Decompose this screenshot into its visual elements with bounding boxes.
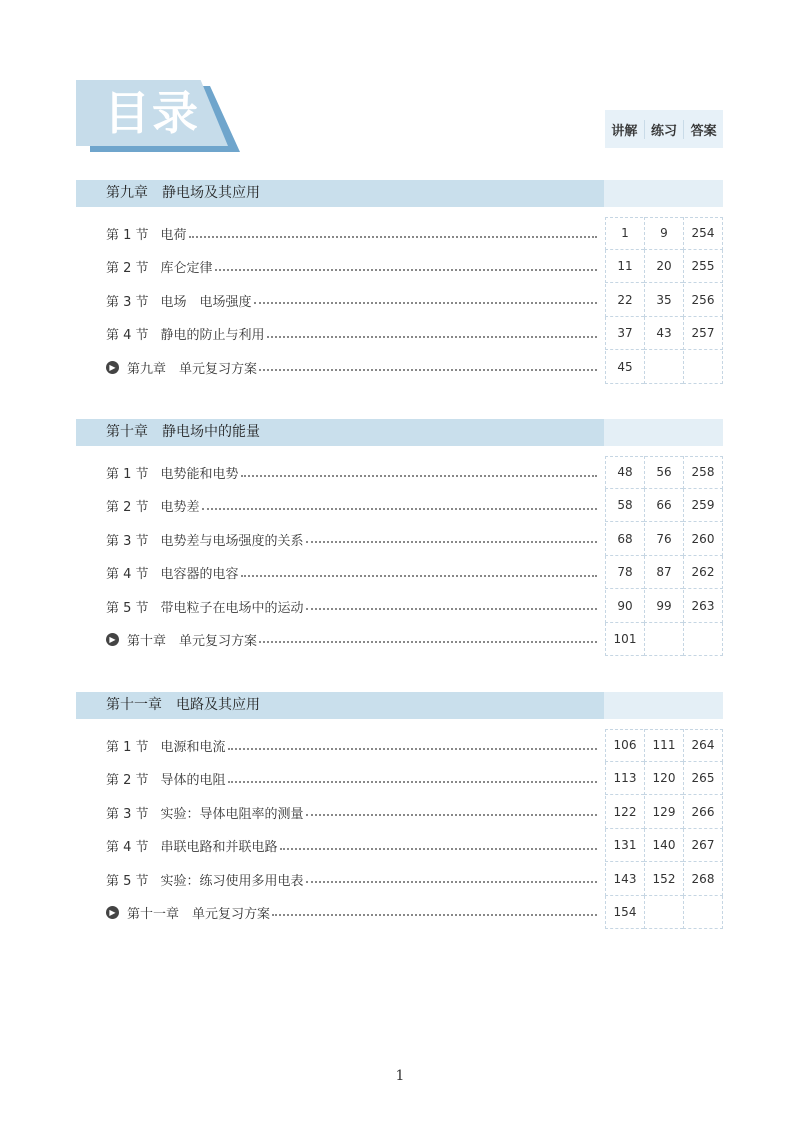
page-answer xyxy=(683,351,723,384)
section-number: 第 1 节 xyxy=(106,228,149,243)
toc-entry[interactable] xyxy=(76,317,723,350)
page-explain: 45 xyxy=(605,351,644,384)
page-practice: 99 xyxy=(644,590,683,623)
page-answer: 256 xyxy=(683,284,723,317)
toc-review-entry[interactable] xyxy=(76,351,723,384)
page-practice xyxy=(644,623,683,656)
leader-dots xyxy=(241,575,597,577)
page-explain: 11 xyxy=(605,250,644,283)
page-practice: 87 xyxy=(644,556,683,589)
leader-dots xyxy=(272,914,597,916)
leader-dots xyxy=(259,369,597,371)
section-name: 静电的防止与利用 xyxy=(160,328,265,344)
toc-entry[interactable] xyxy=(76,217,723,250)
page-practice: 111 xyxy=(644,729,683,762)
page-answer: 265 xyxy=(683,762,723,795)
section-name: 串联电路和并联电路 xyxy=(160,840,278,856)
section-number: 第 3 节 xyxy=(106,294,149,310)
section-number: 第 1 节 xyxy=(106,467,149,482)
page-practice: 66 xyxy=(644,489,683,522)
chapter-entries xyxy=(76,217,723,384)
play-circle-icon: ▶ xyxy=(106,361,119,374)
section-number: 第 2 节 xyxy=(106,773,149,789)
section-name: 电容器的电容 xyxy=(160,567,239,583)
chapter-bar xyxy=(76,180,723,207)
toc-title-banner xyxy=(76,80,256,152)
chapter-9 xyxy=(76,180,723,377)
page-practice: 152 xyxy=(644,863,683,896)
section-number: 第 3 节 xyxy=(106,806,149,822)
chapter-entries xyxy=(76,456,723,656)
page-answer: 259 xyxy=(683,489,723,522)
section-number: 第 2 节 xyxy=(106,261,149,277)
page-answer: 263 xyxy=(683,590,723,623)
page-explain: 22 xyxy=(605,284,644,317)
leader-dots xyxy=(228,781,597,783)
column-header-explain: 讲解 xyxy=(611,123,638,139)
toc-entry[interactable] xyxy=(76,863,723,896)
section-number: 第 4 节 xyxy=(106,567,149,583)
section-name: 电场 电场强度 xyxy=(160,294,252,310)
page-answer xyxy=(683,623,723,656)
toc-review-entry[interactable] xyxy=(76,623,723,656)
chapter-title: 第十一章 电路及其应用 xyxy=(106,697,260,713)
section-number: 第 4 节 xyxy=(106,840,149,856)
page-explain: 122 xyxy=(605,796,644,829)
toc-entry[interactable] xyxy=(76,489,723,522)
leader-dots xyxy=(228,748,597,750)
page-explain: 1 xyxy=(605,217,644,250)
chapter-entries xyxy=(76,729,723,929)
page-practice: 140 xyxy=(644,829,683,862)
page-answer: 255 xyxy=(683,250,723,283)
leader-dots xyxy=(189,236,597,238)
page-answer: 267 xyxy=(683,829,723,862)
column-header xyxy=(605,110,723,148)
leader-dots xyxy=(306,881,597,883)
section-name: 带电粒子在电场中的运动 xyxy=(160,600,304,616)
page-answer: 257 xyxy=(683,317,723,350)
page-number: 1 xyxy=(395,1068,405,1084)
section-name: 导体的电阻 xyxy=(160,773,226,789)
toc-entry[interactable] xyxy=(76,762,723,795)
leader-dots xyxy=(306,814,597,816)
toc-entry[interactable] xyxy=(76,556,723,589)
toc-entry[interactable] xyxy=(76,590,723,623)
toc-entry[interactable] xyxy=(76,829,723,862)
toc-entry[interactable] xyxy=(76,250,723,283)
page-practice: 129 xyxy=(644,796,683,829)
section-name: 实验：导体电阻率的测量 xyxy=(160,806,304,822)
section-number: 第 4 节 xyxy=(106,328,149,344)
page-explain: 37 xyxy=(605,317,644,350)
section-number: 第 2 节 xyxy=(106,500,149,516)
page-answer: 266 xyxy=(683,796,723,829)
play-circle-icon: ▶ xyxy=(106,906,119,919)
toc-review-entry[interactable] xyxy=(76,896,723,929)
page-answer: 258 xyxy=(683,456,723,489)
page-practice: 35 xyxy=(644,284,683,317)
section-name: 电源和电流 xyxy=(160,740,226,755)
page-explain: 101 xyxy=(605,623,644,656)
section-number: 第 5 节 xyxy=(106,600,149,616)
leader-dots xyxy=(215,269,597,271)
section-name: 电荷 xyxy=(160,228,187,243)
page-practice xyxy=(644,896,683,929)
page-explain: 143 xyxy=(605,863,644,896)
leader-dots xyxy=(259,641,597,643)
page-explain: 68 xyxy=(605,523,644,556)
column-header-answers: 答案 xyxy=(683,120,723,139)
review-name: 第九章 单元复习方案 xyxy=(127,361,258,377)
page-answer: 254 xyxy=(683,217,723,250)
chapter-bar xyxy=(76,419,723,446)
page-practice: 20 xyxy=(644,250,683,283)
page-explain: 90 xyxy=(605,590,644,623)
chapter-bar xyxy=(76,692,723,719)
page-answer: 264 xyxy=(683,729,723,762)
leader-dots xyxy=(306,541,597,543)
leader-dots xyxy=(254,302,597,304)
page-answer: 268 xyxy=(683,863,723,896)
leader-dots xyxy=(280,848,597,850)
toc-entry[interactable] xyxy=(76,284,723,317)
page-explain: 113 xyxy=(605,762,644,795)
section-number: 第 1 节 xyxy=(106,740,149,755)
section-name: 电势能和电势 xyxy=(160,467,239,482)
page-answer: 260 xyxy=(683,523,723,556)
page-answer xyxy=(683,896,723,929)
page-practice: 120 xyxy=(644,762,683,795)
chapter-11 xyxy=(76,692,723,922)
page-practice: 76 xyxy=(644,523,683,556)
leader-dots xyxy=(241,475,597,477)
page-answer: 262 xyxy=(683,556,723,589)
section-name: 电势差 xyxy=(160,500,200,516)
page-explain: 106 xyxy=(605,729,644,762)
toc-entry[interactable] xyxy=(76,523,723,556)
chapter-10 xyxy=(76,419,723,649)
section-name: 库仑定律 xyxy=(160,261,213,277)
review-name: 第十一章 单元复习方案 xyxy=(127,906,271,922)
page-practice: 9 xyxy=(644,217,683,250)
section-number: 第 3 节 xyxy=(106,533,149,549)
page-practice: 43 xyxy=(644,317,683,350)
page-title: 目录 xyxy=(104,86,200,140)
column-header-practice: 练习 xyxy=(644,120,684,139)
page-practice: 56 xyxy=(644,456,683,489)
toc-entry[interactable] xyxy=(76,796,723,829)
page-explain: 78 xyxy=(605,556,644,589)
section-name: 电势差与电场强度的关系 xyxy=(160,533,304,549)
page-explain: 131 xyxy=(605,829,644,862)
section-name: 实验：练习使用多用电表 xyxy=(160,873,304,889)
review-name: 第十章 单元复习方案 xyxy=(127,633,258,649)
toc-entry[interactable] xyxy=(76,729,723,762)
page-explain: 48 xyxy=(605,456,644,489)
page-practice xyxy=(644,351,683,384)
page-explain: 58 xyxy=(605,489,644,522)
page-explain: 154 xyxy=(605,896,644,929)
leader-dots xyxy=(267,336,597,338)
leader-dots xyxy=(202,508,597,510)
chapter-title: 第十章 静电场中的能量 xyxy=(106,424,260,440)
chapter-title: 第九章 静电场及其应用 xyxy=(106,185,260,201)
play-circle-icon: ▶ xyxy=(106,633,119,646)
section-number: 第 5 节 xyxy=(106,873,149,889)
toc-entry[interactable] xyxy=(76,456,723,489)
leader-dots xyxy=(306,608,597,610)
